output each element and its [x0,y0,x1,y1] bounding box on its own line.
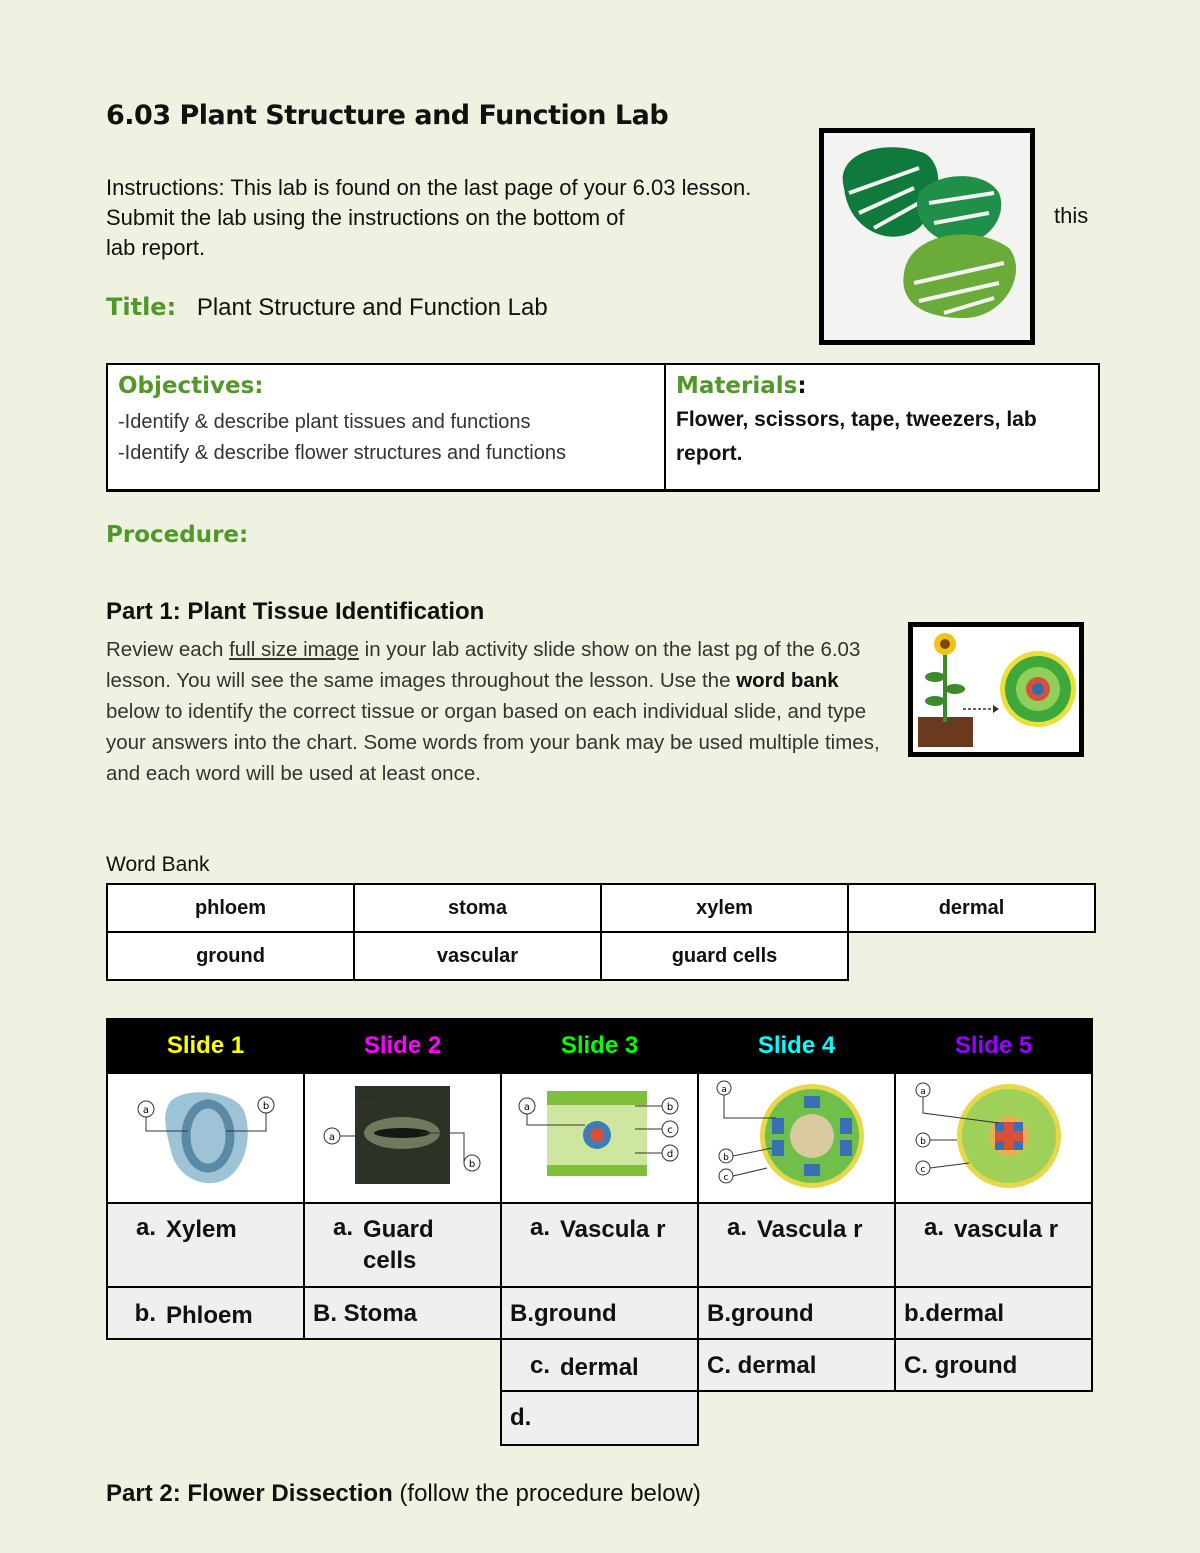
slide-header: Slide 3 [501,1019,698,1073]
answer-cell[interactable]: a. Guard cells [304,1203,501,1287]
slide-4-image [698,1073,895,1203]
dicot-stem-cross-section-icon [712,1078,882,1193]
full-size-image-link[interactable]: full size image [229,638,359,661]
lab-title-row [106,293,548,322]
label-b: b [262,1100,269,1112]
sunflower-stem-image [908,622,1084,757]
answer-cell[interactable]: a. Vascula r [698,1203,895,1287]
answer-cell[interactable]: a. vascula r [895,1203,1092,1287]
word-bank-table [106,883,1096,981]
slide-2-image [304,1073,501,1203]
word-bank-item: xylem [601,884,848,932]
objective-item: -Identify & describe flower structures and functions [118,442,566,464]
word-bank-item: phloem [107,884,354,932]
word-bank-item: stoma [354,884,601,932]
materials-text: Flower, scissors, tape, tweezers, lab report. [676,408,1037,465]
stoma-guard-cells-icon [320,1081,485,1191]
answer-cell[interactable]: d. [501,1391,698,1445]
slide-5-image [895,1073,1092,1203]
part2-note: (follow the procedure below) [399,1480,701,1507]
label-a: a [720,1085,727,1095]
answer-cell[interactable]: b.dermal [895,1287,1092,1339]
blank-cell [895,1391,1092,1445]
objectives-heading: Objectives: [118,373,264,399]
answer-cell[interactable]: c. dermal [501,1339,698,1391]
materials-heading: Materials: [676,373,807,399]
label-c: c [723,1173,728,1183]
answer-cell[interactable]: a. Vascula r [501,1203,698,1287]
blank-cell [698,1391,895,1445]
word-bank-item: guard cells [601,932,848,980]
blank-cell [107,1339,304,1391]
xylem-phloem-icon [126,1081,286,1191]
answer-cell[interactable]: B.ground [698,1287,895,1339]
answer-cell[interactable]: C. dermal [698,1339,895,1391]
blank-cell [107,1391,304,1445]
slide-header: Slide 1 [107,1019,304,1073]
objective-item: -Identify & describe plant tissues and functions [118,411,531,433]
word-bank-item: ground [107,932,354,980]
slide-header: Slide 4 [698,1019,895,1073]
instructions-text: Instructions: This lab is found on the last page of your 6.03 lesson. Submit the lab using the instructions on the bottom of lab report. [106,175,752,260]
answer-cell[interactable]: B.ground [501,1287,698,1339]
label-a: a [142,1104,149,1116]
answer-cell[interactable]: B. Stoma [304,1287,501,1339]
leaf-cross-section-icon [515,1081,685,1191]
label-c: c [920,1165,925,1175]
word-bank-item: dermal [848,884,1095,932]
label-d: d [666,1148,673,1160]
monstera-leaf-icon [824,133,1030,340]
label-b: b [468,1158,476,1170]
word-bank-label: Word Bank [106,853,210,876]
label-b: b [919,1137,926,1147]
word-bank-empty-cell [848,932,1095,980]
lab-title-label: Title: [106,293,177,321]
blank-cell [304,1391,501,1445]
part1-heading: Part 1: Plant Tissue Identification [106,598,485,625]
slides-answer-table [106,1018,1093,1446]
label-b: b [722,1153,729,1163]
label-a: a [523,1101,530,1113]
answer-cell[interactable]: a. Xylem [107,1203,304,1287]
page-title: 6.03 Plant Structure and Function Lab [106,100,669,131]
materials-cell [666,365,1098,489]
objectives-cell [108,365,666,489]
answer-cell[interactable]: C. ground [895,1339,1092,1391]
procedure-heading: Procedure: [106,522,249,548]
slide-header: Slide 2 [304,1019,501,1073]
word-bank-item: vascular [354,932,601,980]
slide-header: Slide 5 [895,1019,1092,1073]
label-c: c [666,1124,673,1136]
blank-cell [304,1339,501,1391]
sunflower-cross-section-icon [913,627,1079,752]
monstera-leaves-image [819,128,1035,345]
label-a: a [328,1131,336,1143]
objectives-materials-box [106,363,1100,492]
root-cross-section-icon [909,1078,1079,1193]
part1-instructions: Review each full size image in your lab activity slide show on the last pg of the 6.03 lesson. You will see the same images throughout the lesson. Use the word bank below to identify the correct tissue or organ based on each individual slide, and type your answers into the chart. Some words from your bank may be used multiple times, and each word will be used at least once. [106,638,880,785]
lab-title-value: Plant Structure and Function Lab [196,294,548,321]
instructions-tail: this [1054,203,1089,228]
answer-cell[interactable]: b. Phloem [107,1287,304,1339]
label-b: b [666,1101,673,1113]
label-a: a [919,1087,926,1097]
part2-heading: Part 2: Flower Dissection [106,1480,393,1507]
part2-heading-row [106,1480,701,1508]
slide-3-image [501,1073,698,1203]
slide-1-image [107,1073,304,1203]
